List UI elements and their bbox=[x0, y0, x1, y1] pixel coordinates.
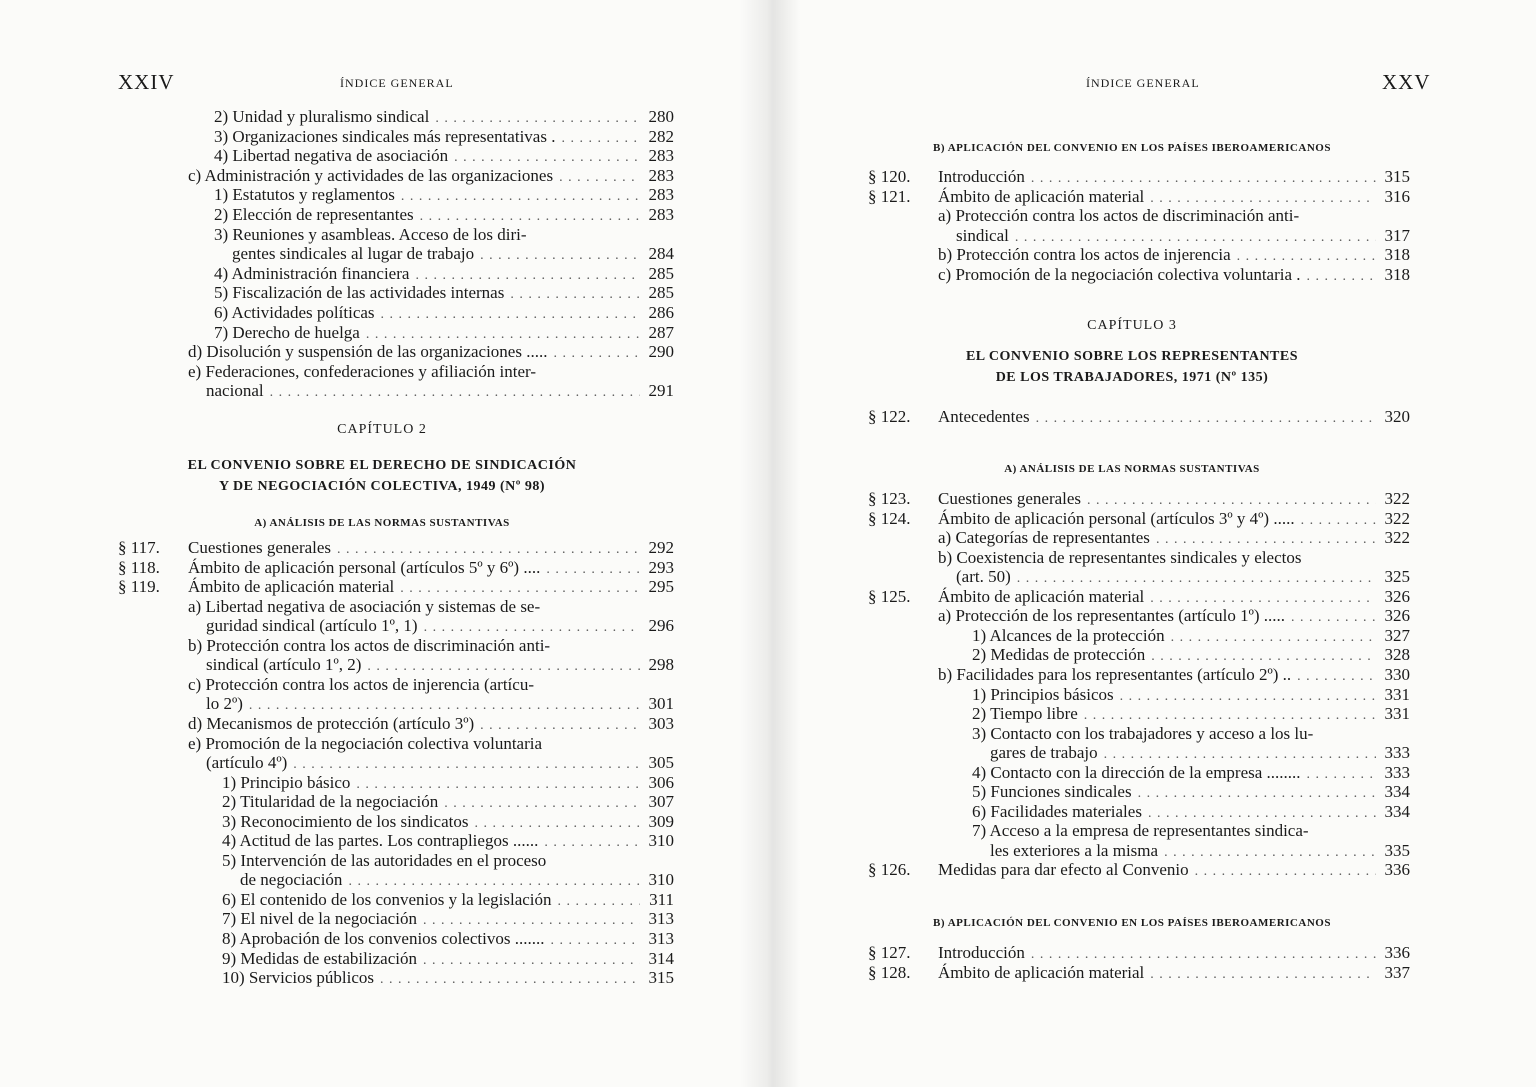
page-ref: 313 bbox=[648, 909, 674, 929]
entry-text: 1) Alcances de la protección bbox=[972, 625, 1165, 645]
page-ref: 333 bbox=[1384, 762, 1410, 782]
entry-text: 1) Estatutos y reglamentos bbox=[214, 185, 395, 205]
section-number: § 117. bbox=[118, 538, 160, 557]
entry-text: 7) Derecho de huelga bbox=[214, 322, 360, 342]
section-number: § 123. bbox=[868, 489, 911, 508]
running-head: ÍNDICE GENERAL bbox=[340, 76, 454, 90]
section-number: § 128. bbox=[868, 962, 911, 982]
page-ref: 306 bbox=[648, 772, 674, 792]
entry-text: 1) Principios básicos bbox=[972, 684, 1114, 704]
page-ref: 292 bbox=[648, 538, 674, 557]
entry-text: e) Promoción de la negociación colectiva voluntaria bbox=[188, 733, 543, 753]
page-ref: 307 bbox=[648, 792, 674, 812]
page-ref: 328 bbox=[1384, 645, 1410, 665]
toc-entry bbox=[868, 963, 1410, 985]
page-ref: 282 bbox=[648, 126, 674, 146]
entry-text: Cuestiones generales bbox=[188, 538, 332, 557]
entry-text: c) Promoción de la negociación colectiva voluntaria . bbox=[938, 264, 1301, 284]
entry-text: c) Protección contra los actos de injerencia (artícu- bbox=[188, 674, 534, 694]
toc-entry bbox=[868, 206, 1410, 226]
page-ref: 322 bbox=[1384, 508, 1410, 528]
section-number: § 122. bbox=[868, 407, 911, 426]
page-ref: 303 bbox=[648, 713, 674, 733]
entry-text: gentes sindicales al lugar de trabajo bbox=[232, 244, 475, 264]
chapter-title-line-2: DE LOS TRABAJADORES, 1971 (Nº 135) bbox=[995, 370, 1269, 385]
entry-text: 9) Medidas de estabilización bbox=[222, 948, 417, 968]
entry-text: Medidas para dar efecto al Convenio bbox=[938, 860, 1189, 880]
entry-text: de negociación bbox=[240, 870, 343, 890]
dot-leader bbox=[380, 970, 640, 990]
page-ref: 327 bbox=[1384, 625, 1410, 645]
page-ref: 280 bbox=[648, 107, 674, 126]
running-head: ÍNDICE GENERAL bbox=[1086, 76, 1200, 90]
section-subheading: B) APLICACIÓN DEL CONVENIO EN LOS PAÍSES IBEROAMERICANOS bbox=[933, 917, 1331, 929]
dot-leader bbox=[1150, 965, 1376, 985]
entry-text: 3) Organizaciones sindicales más representativas . bbox=[214, 126, 556, 146]
entry-text: Ámbito de aplicación material bbox=[938, 186, 1145, 206]
page-ref: 283 bbox=[648, 165, 674, 185]
entry-text: 6) El contenido de los convenios y la legislación bbox=[222, 889, 552, 909]
page-ref: 309 bbox=[648, 811, 674, 831]
entry-text: 2) Medidas de protección bbox=[972, 645, 1146, 665]
entry-text: Ámbito de aplicación material bbox=[938, 962, 1145, 982]
toc-entry bbox=[118, 675, 674, 695]
toc-entry bbox=[118, 734, 674, 754]
toc-entry bbox=[118, 968, 674, 990]
entry-text: 4) Actitud de las partes. Los contrapliegos ...... bbox=[222, 831, 539, 851]
page-ref: 331 bbox=[1384, 684, 1410, 704]
page-ref: 334 bbox=[1384, 801, 1410, 821]
page-ref: 311 bbox=[649, 889, 674, 909]
page-ref: 318 bbox=[1384, 245, 1410, 264]
page-ref: 283 bbox=[648, 205, 674, 224]
page-ref: 335 bbox=[1384, 840, 1410, 860]
page-ref: 326 bbox=[1384, 586, 1410, 606]
entry-text: a) Libertad negativa de asociación y sistemas de se- bbox=[188, 596, 541, 616]
page-ref: 322 bbox=[1384, 489, 1410, 508]
entry-text: 6) Actividades políticas bbox=[214, 303, 375, 322]
page-ref: 322 bbox=[1384, 528, 1410, 548]
entry-text: 5) Fiscalización de las actividades internas bbox=[214, 283, 505, 303]
section-number: § 120. bbox=[868, 167, 911, 186]
page-ref: 314 bbox=[648, 948, 674, 968]
page-ref: 318 bbox=[1384, 264, 1410, 284]
toc-entry bbox=[868, 548, 1410, 568]
page-ref: 336 bbox=[1384, 943, 1410, 962]
dot-leader bbox=[270, 383, 640, 403]
entry-text: 3) Contacto con los trabajadores y acceso a los lu- bbox=[972, 723, 1314, 743]
toc-entry bbox=[868, 821, 1410, 841]
page-ref: 337 bbox=[1384, 962, 1410, 982]
chapter-title-line-2: Y DE NEGOCIACIÓN COLECTIVA, 1949 (Nº 98) bbox=[218, 479, 546, 494]
dot-leader bbox=[1307, 267, 1376, 287]
entry-text: 5) Funciones sindicales bbox=[972, 782, 1132, 802]
entry-text: (art. 50) bbox=[956, 567, 1011, 587]
entry-text: Antecedentes bbox=[938, 407, 1030, 426]
entry-text: 2) Elección de representantes bbox=[214, 205, 414, 224]
page-number: XXIV bbox=[118, 70, 175, 94]
page-ref: 290 bbox=[648, 342, 674, 362]
section-number: § 127. bbox=[868, 943, 911, 962]
right-page bbox=[768, 0, 1536, 1087]
section-number: § 124. bbox=[868, 508, 911, 528]
page-ref: 334 bbox=[1384, 782, 1410, 802]
toc-entry bbox=[118, 851, 674, 871]
entry-text: b) Protección contra los actos de injerencia bbox=[938, 245, 1231, 264]
entry-text: a) Protección de los representantes (artículo 1º) ..... bbox=[938, 606, 1286, 626]
toc-entry bbox=[118, 636, 674, 656]
page-ref: 283 bbox=[648, 185, 674, 205]
page-ref: 320 bbox=[1384, 407, 1410, 426]
entry-text: sindical (artículo 1º, 2) bbox=[206, 655, 362, 675]
toc-entry bbox=[118, 597, 674, 617]
entry-text: Ámbito de aplicación material bbox=[188, 577, 395, 597]
page-ref: 325 bbox=[1384, 567, 1410, 587]
entry-text: 5) Intervención de las autoridades en el proceso bbox=[222, 850, 547, 870]
entry-text: 2) Tiempo libre bbox=[972, 704, 1078, 724]
dot-leader bbox=[1195, 862, 1376, 882]
entry-text: lo 2º) bbox=[206, 694, 243, 714]
page-ref: 317 bbox=[1384, 225, 1410, 245]
toc-entry bbox=[188, 362, 674, 382]
page-ref: 333 bbox=[1384, 743, 1410, 763]
page-ref: 287 bbox=[648, 322, 674, 342]
entry-text: a) Protección contra los actos de discriminación anti- bbox=[938, 206, 1300, 225]
chapter-title-line-1: EL CONVENIO SOBRE LOS REPRESENTANTES bbox=[965, 349, 1299, 364]
toc-entry bbox=[188, 381, 674, 403]
page-ref: 283 bbox=[648, 146, 674, 166]
entry-text: Cuestiones generales bbox=[938, 489, 1082, 508]
entry-text: b) Protección contra los actos de discriminación anti- bbox=[188, 635, 551, 655]
entry-text: 4) Contacto con la dirección de la empresa ........ bbox=[972, 762, 1301, 782]
entry-text: 7) Acceso a la empresa de representantes sindica- bbox=[972, 821, 1309, 841]
section-number: § 119. bbox=[118, 577, 160, 597]
page-ref: 331 bbox=[1384, 704, 1410, 724]
entry-text: sindical bbox=[956, 225, 1009, 245]
chapter-heading: CAPÍTULO 3 bbox=[1087, 318, 1177, 333]
section-subheading: A) ANÁLISIS DE LAS NORMAS SUSTANTIVAS bbox=[1004, 463, 1260, 475]
page-ref: 285 bbox=[648, 263, 674, 283]
chapter-heading: CAPÍTULO 2 bbox=[337, 422, 427, 437]
toc-entry bbox=[868, 407, 1410, 429]
toc-entry bbox=[868, 724, 1410, 744]
entry-text: 7) El nivel de la negociación bbox=[222, 909, 417, 929]
entry-text: gares de trabajo bbox=[990, 743, 1098, 763]
toc-entry bbox=[868, 860, 1410, 882]
page-ref: 291 bbox=[648, 381, 674, 401]
page-ref: 286 bbox=[648, 303, 674, 322]
section-number: § 121. bbox=[868, 186, 911, 206]
page-ref: 295 bbox=[648, 577, 674, 597]
page-ref: 284 bbox=[648, 244, 674, 264]
section-number: § 118. bbox=[118, 557, 160, 577]
entry-text: a) Categorías de representantes bbox=[938, 528, 1150, 548]
entry-text: les exteriores a la misma bbox=[990, 840, 1159, 860]
entry-text: nacional bbox=[206, 381, 264, 401]
entry-text: 3) Reconocimiento de los sindicatos bbox=[222, 811, 469, 831]
entry-text: 8) Aprobación de los convenios colectivos ....... bbox=[222, 929, 545, 948]
entry-text: 2) Titularidad de la negociación bbox=[222, 792, 439, 812]
entry-text: Ámbito de aplicación personal (artículos 5º y 6º) .... bbox=[188, 557, 541, 577]
page-ref: 296 bbox=[648, 616, 674, 636]
toc-entry bbox=[188, 225, 674, 245]
page-ref: 310 bbox=[648, 831, 674, 851]
toc-entry bbox=[868, 265, 1410, 287]
page-ref: 316 bbox=[1384, 186, 1410, 206]
page-ref: 298 bbox=[648, 655, 674, 675]
entry-text: d) Disolución y suspensión de las organizaciones ..... bbox=[188, 342, 548, 362]
dot-leader bbox=[1036, 409, 1376, 429]
entry-text: Ámbito de aplicación material bbox=[938, 586, 1145, 606]
entry-text: 2) Unidad y pluralismo sindical bbox=[214, 107, 430, 126]
entry-text: 4) Libertad negativa de asociación bbox=[214, 146, 449, 166]
entry-text: 6) Facilidades materiales bbox=[972, 801, 1142, 821]
page-number: XXV bbox=[1382, 70, 1431, 94]
page-ref: 326 bbox=[1384, 606, 1410, 626]
page-ref: 310 bbox=[648, 870, 674, 890]
entry-text: 1) Principio básico bbox=[222, 772, 351, 792]
page-ref: 305 bbox=[648, 753, 674, 773]
entry-text: 3) Reuniones y asambleas. Acceso de los diri- bbox=[214, 224, 527, 244]
page-ref: 301 bbox=[648, 694, 674, 714]
chapter-title-line-1: EL CONVENIO SOBRE EL DERECHO DE SINDICACIÓN bbox=[187, 458, 577, 473]
page-ref: 313 bbox=[648, 929, 674, 948]
section-number: § 125. bbox=[868, 586, 911, 606]
entry-text: b) Facilidades para los representantes (artículo 2º) .. bbox=[938, 664, 1292, 684]
section-subheading: B) APLICACIÓN DEL CONVENIO EN LOS PAÍSES IBEROAMERICANOS bbox=[933, 142, 1331, 154]
page-ref: 293 bbox=[648, 557, 674, 577]
entry-text: b) Coexistencia de representantes sindicales y electos bbox=[938, 547, 1302, 567]
page-ref: 336 bbox=[1384, 860, 1410, 880]
page-ref: 315 bbox=[648, 968, 674, 988]
entry-text: c) Administración y actividades de las organizaciones bbox=[188, 165, 554, 185]
entry-text: e) Federaciones, confederaciones y afiliación inter- bbox=[188, 361, 536, 381]
page-ref: 330 bbox=[1384, 664, 1410, 684]
section-number: § 126. bbox=[868, 860, 911, 880]
section-subheading: A) ANÁLISIS DE LAS NORMAS SUSTANTIVAS bbox=[254, 517, 510, 529]
entry-text: d) Mecanismos de protección (artículo 3º) bbox=[188, 713, 475, 733]
page-ref: 285 bbox=[648, 283, 674, 303]
entry-text: Introducción bbox=[938, 943, 1025, 962]
page-ref: 315 bbox=[1384, 167, 1410, 186]
entry-text: 10) Servicios públicos bbox=[222, 968, 375, 988]
entry-text: 4) Administración financiera bbox=[214, 263, 410, 283]
entry-text: Introducción bbox=[938, 167, 1025, 186]
entry-text: (artículo 4º) bbox=[206, 753, 288, 773]
entry-text: guridad sindical (artículo 1º, 1) bbox=[206, 616, 418, 636]
entry-text: Ámbito de aplicación personal (artículos 3º y 4º) ..... bbox=[938, 508, 1295, 528]
